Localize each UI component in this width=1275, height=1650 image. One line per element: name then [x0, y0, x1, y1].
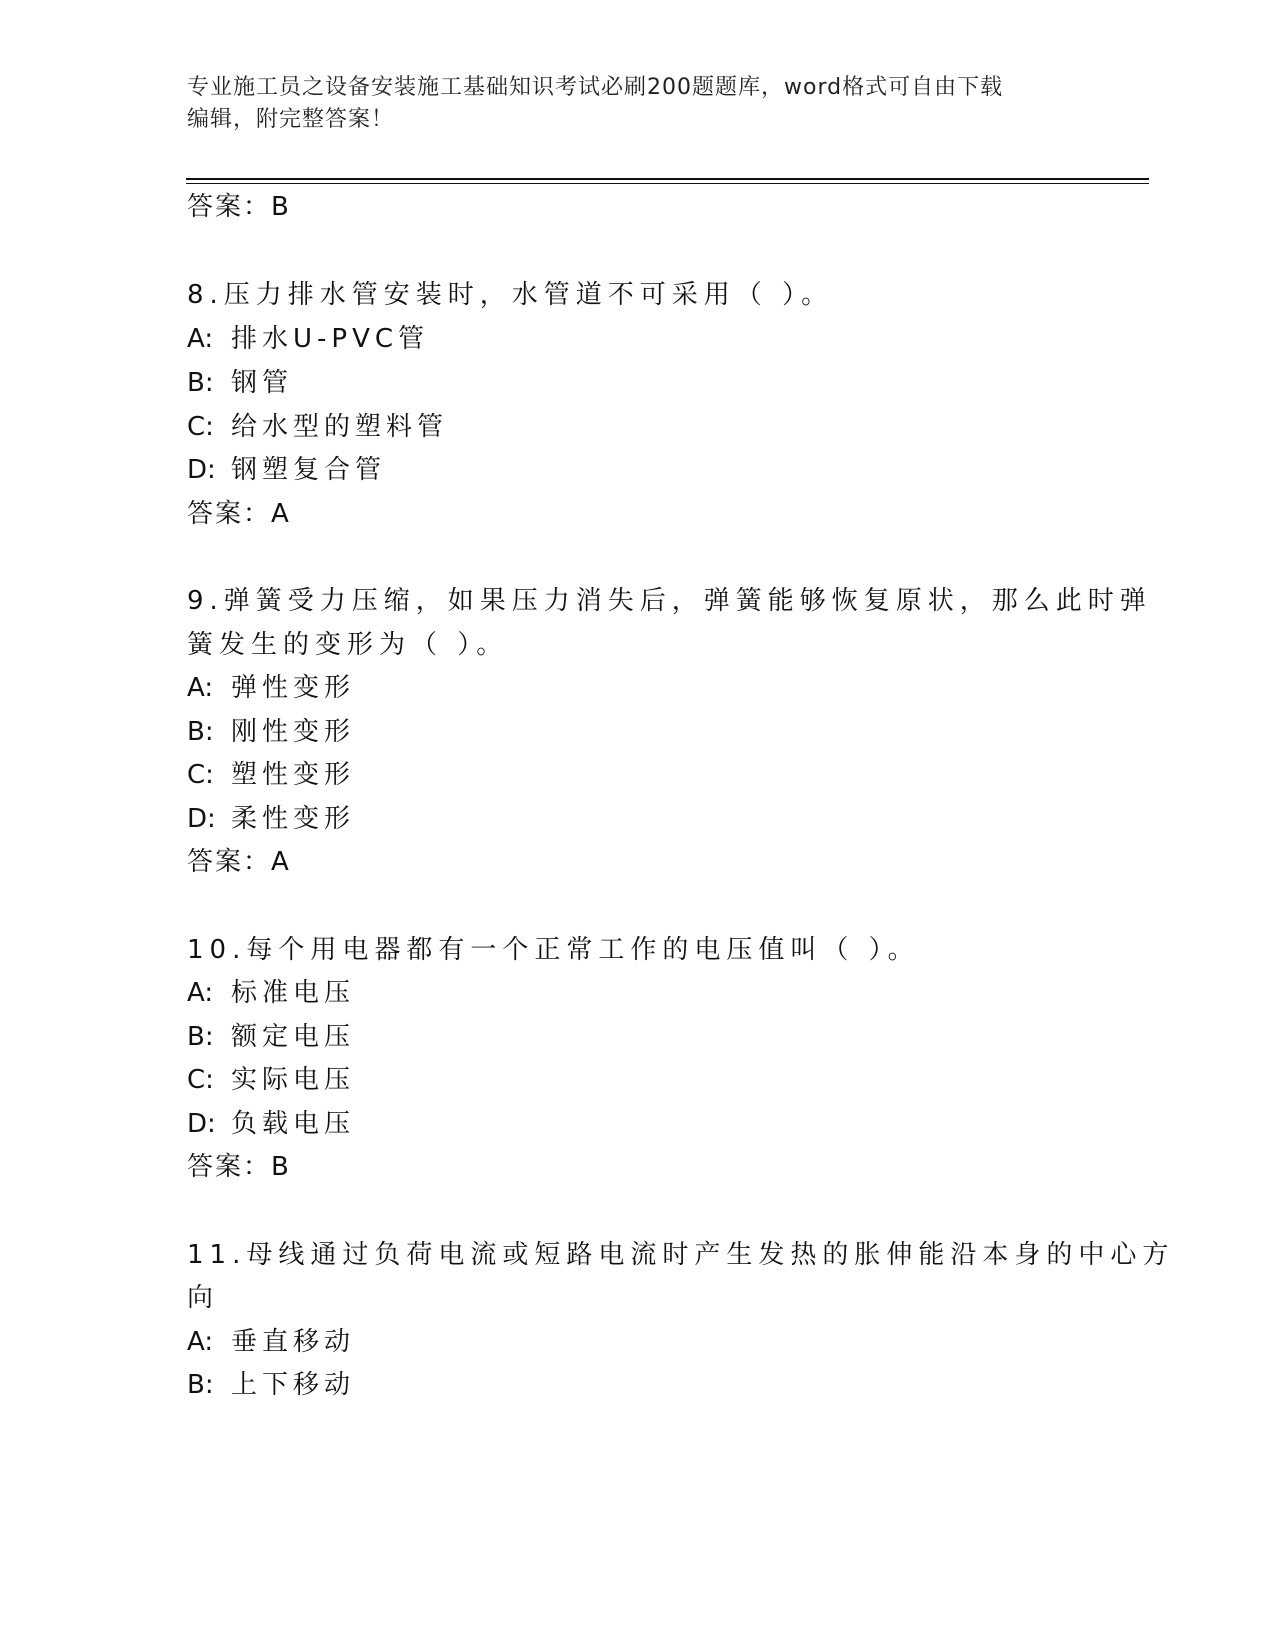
option-label: D: [187, 1109, 216, 1139]
question-9-answer: 答案：A [187, 847, 291, 877]
option-label: C: [187, 412, 214, 442]
question-9-text-line-1: 9.弹簧受力压缩，如果压力消失后，弹簧能够恢复原状，那么此时弹 [187, 586, 1152, 616]
question-8-text: 8.压力排水管安装时，水管道不可采用（ ）。 [187, 280, 834, 310]
header-line-2: 编辑，附完整答案！ [187, 107, 395, 132]
question-9-option-b [187, 715, 355, 749]
option-label: A: [187, 1327, 214, 1357]
option-text: 上下移动 [231, 1370, 356, 1400]
question-10-answer: 答案：B [187, 1152, 291, 1182]
option-label: C: [187, 1065, 214, 1095]
question-8-answer: 答案：A [187, 499, 291, 529]
answer-prev: 答案：B [187, 192, 291, 222]
option-text: 给水型的塑料管 [231, 412, 449, 442]
header-divider-thick [186, 178, 1149, 180]
option-text: 钢塑复合管 [231, 455, 387, 485]
option-text: 实际电压 [231, 1065, 356, 1095]
question-11-text-line-1: 11.母线通过负荷电流或短路电流时产生发热的胀伸能沿本身的中心方 [187, 1240, 1175, 1270]
document-header [187, 72, 1087, 136]
option-text: 垂直移动 [231, 1327, 356, 1357]
question-10-option-d [187, 1107, 355, 1141]
option-label: C: [187, 760, 214, 790]
question-10-text: 10.每个用电器都有一个正常工作的电压值叫（ ）。 [187, 935, 920, 965]
option-label: A: [187, 978, 214, 1008]
question-11-option-b [187, 1368, 355, 1402]
option-text: 塑性变形 [231, 760, 356, 790]
option-label: A: [187, 673, 214, 703]
option-label: D: [187, 804, 216, 834]
question-10-option-b [187, 1020, 355, 1054]
option-text: 刚性变形 [231, 717, 356, 747]
option-text: 钢管 [231, 368, 294, 398]
question-9-option-c [187, 758, 355, 792]
option-label: B: [187, 717, 214, 747]
option-text: 额定电压 [231, 1022, 356, 1052]
option-text: 标准电压 [231, 978, 356, 1008]
question-11-text-line-2: 向 [187, 1283, 220, 1313]
question-9-text-line-2: 簧发生的变形为（ ）。 [187, 630, 509, 660]
question-8-option-d [187, 453, 386, 487]
question-9-option-a [187, 671, 355, 705]
option-label: B: [187, 1022, 214, 1052]
question-8-option-c [187, 410, 448, 444]
header-divider-thin [186, 183, 1149, 184]
option-label: D: [187, 455, 216, 485]
option-label: A: [187, 324, 214, 354]
option-label: B: [187, 1370, 214, 1400]
option-text: 柔性变形 [231, 804, 356, 834]
question-11-option-a [187, 1325, 355, 1359]
option-text: 负载电压 [231, 1109, 356, 1139]
question-10-option-c [187, 1063, 355, 1097]
question-8-option-a [187, 322, 429, 356]
header-line-1: 专业施工员之设备安装施工基础知识考试必刷200题题库，word格式可自由下载 [187, 75, 1004, 100]
option-text: 排水U-PVC管 [231, 324, 430, 354]
question-10-option-a [187, 976, 355, 1010]
question-8-option-b [187, 366, 293, 400]
option-text: 弹性变形 [231, 673, 356, 703]
option-label: B: [187, 368, 214, 398]
question-9-option-d [187, 802, 355, 836]
